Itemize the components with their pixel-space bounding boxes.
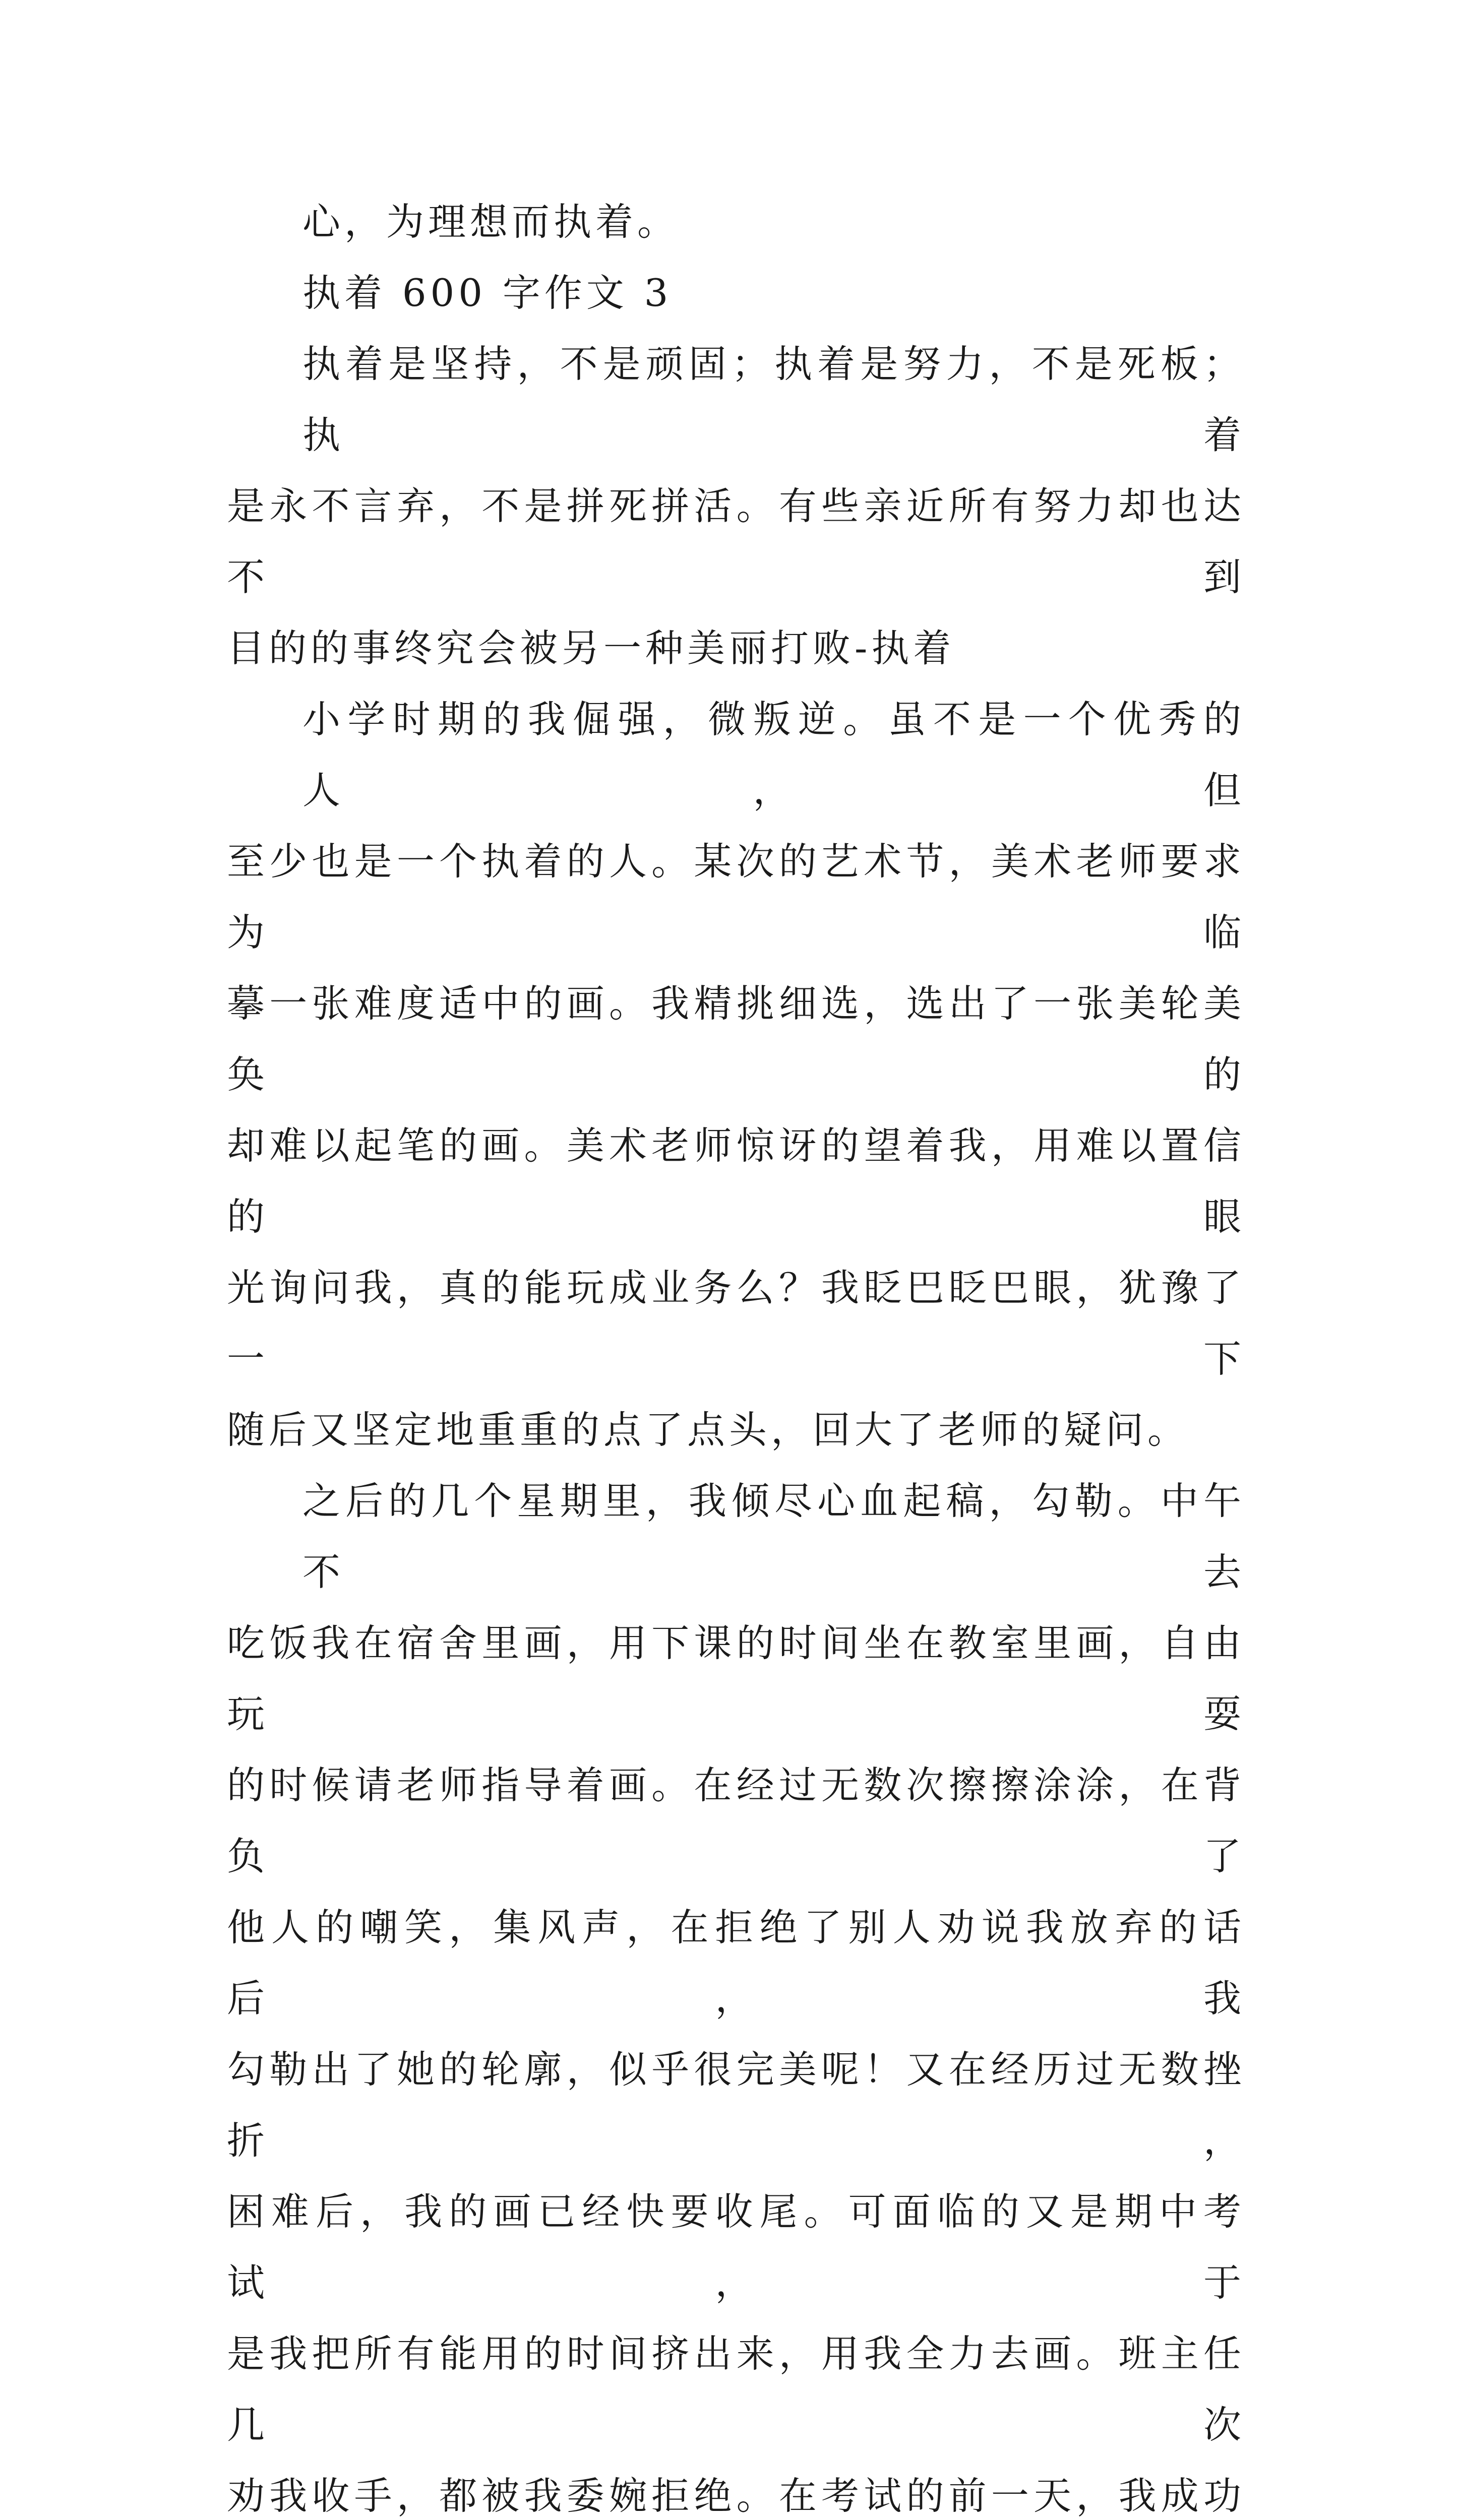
text-line: 是永不言弃，不是拼死拼活。有些亲近所有努力却也达不到 [227, 484, 1245, 599]
text-line: 摹一张难度适中的画。我精挑细选，选出了一张美轮美奂的 [227, 981, 1245, 1097]
text-line: 勾勒出了她的轮廓，似乎很完美呢！又在经历过无数挫折， [227, 2047, 1245, 2163]
text-line: 却难以起笔的画。美术老师惊讶的望着我，用难以置信的眼 [227, 1123, 1245, 1239]
text-line: 的时候请老师指导着画。在经过无数次擦擦涂涂，在背负了 [227, 1763, 1245, 1878]
text-line: 小学时期的我倔强，微叛逆。虽不是一个优秀的人，但 [302, 697, 1245, 812]
text-line: 他人的嘲笑，集风声，在拒绝了别人劝说我放弃的话后，我 [227, 1905, 1245, 2021]
text-line: 劝我收手，都被我委婉拒绝。在考试的前一天，我成功 [227, 2474, 1245, 2518]
text-line: 执着 600 字作文 3 [302, 271, 673, 315]
paragraph [227, 329, 1245, 684]
text-line: 困难后，我的画已经快要收尾。可面临的又是期中考试，于 [227, 2189, 1245, 2305]
text-line: 是我把所有能用的时间挤出来，用我全力去画。班主任几次 [227, 2332, 1245, 2447]
text-line: 目的的事终究会被另一种美丽打败-执着 [227, 626, 955, 670]
text-line: 至少也是一个执着的人。某次的艺术节，美术老师要求为临 [227, 839, 1245, 955]
text-line: 随后又坚定地重重的点了点头，回大了老师的疑问。 [227, 1408, 1190, 1452]
text-line: 吃饭我在宿舍里画，用下课的时间坐在教室里画，自由玩耍 [227, 1621, 1245, 1736]
text-line: 光询问我，真的能玩成业务么？我眨巴眨巴眼，犹豫了一下 [227, 1266, 1245, 1381]
text-line: 之后的几个星期里，我倾尽心血起稿，勾勒。中午不去 [302, 1479, 1245, 1594]
paragraph [227, 186, 1245, 258]
paragraph [227, 258, 1245, 329]
paragraph [227, 1466, 1245, 2520]
text-line: 心，为理想而执着。 [302, 200, 680, 244]
document-body [227, 186, 1245, 2520]
text-line: 执着是坚持，不是顽固；执着是努力，不是死板；执着 [302, 342, 1245, 457]
paragraph [227, 684, 1245, 1466]
